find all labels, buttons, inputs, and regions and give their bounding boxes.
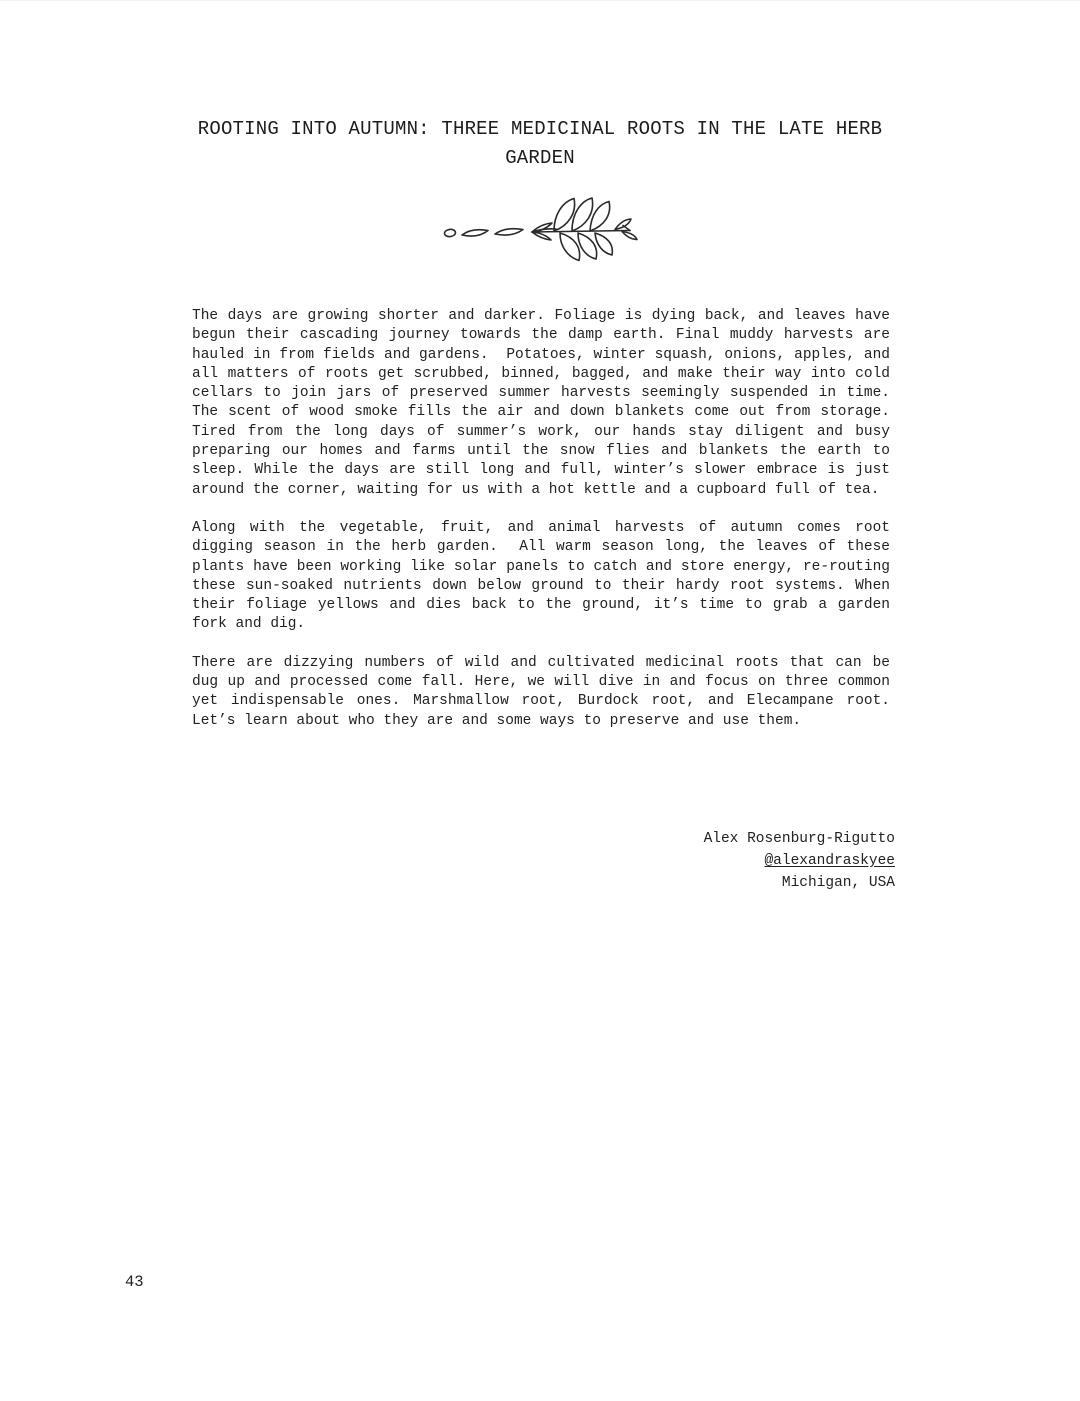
author-attribution (192, 828, 895, 894)
author-location: Michigan, USA (781, 874, 895, 891)
paragraph-3: There are dizzying numbers of wild and cultivated medicinal roots that can be dug up and processed come fall. Here, we will dive in and focus on three common yet indispensable ones. Marshmallow root, Burdock root, and Elecampane root. Let’s learn about who they are and some ways to preserve and use them. (192, 654, 899, 729)
page-number: 43 (125, 1273, 144, 1291)
author-handle-link[interactable]: @alexandraskyee (764, 852, 895, 869)
article-body (192, 307, 908, 731)
paragraph-1: The days are growing shorter and darker. Foliage is dying back, and leaves have begun their cascading journey towards the damp earth. Final muddy harvests are hauled in from fields and gardens. Potatoes, winter squash, onions, apples, and all matters of roots get scrubbed, binned, bagged, and make their way into cold cellars to join jars of preserved summer harvests seemingly suspended in time. The scent of wood smoke fills the air and down blankets come out from storage. Tired from the long days of summer’s work, our hands stay diligent and busy preparing our homes and farms until the snow flies and blankets the earth to sleep. While the days are still long and full, winter’s slower embrace is just around the corner, waiting for us with a hot kettle and a cupboard full of tea. (192, 308, 908, 498)
leaf-branch-sprig-icon (438, 193, 642, 263)
author-name: Alex Rosenburg-Rigutto (703, 830, 895, 847)
article-title: ROOTING INTO AUTUMN: THREE MEDICINAL ROOTS IN THE LATE HERB GARDEN (197, 118, 883, 169)
branch-divider (0, 193, 1080, 263)
paragraph-2: Along with the vegetable, fruit, and animal harvests of autumn comes root digging season in the herb garden. All warm season long, the leaves of these plants have been working like solar panels to catch and store energy, re-routing these sun-soaked nutrients down below ground to their hardy root systems. When their foliage yellows and dies back to the ground, it’s time to grab a garden fork and dig. (192, 519, 899, 633)
